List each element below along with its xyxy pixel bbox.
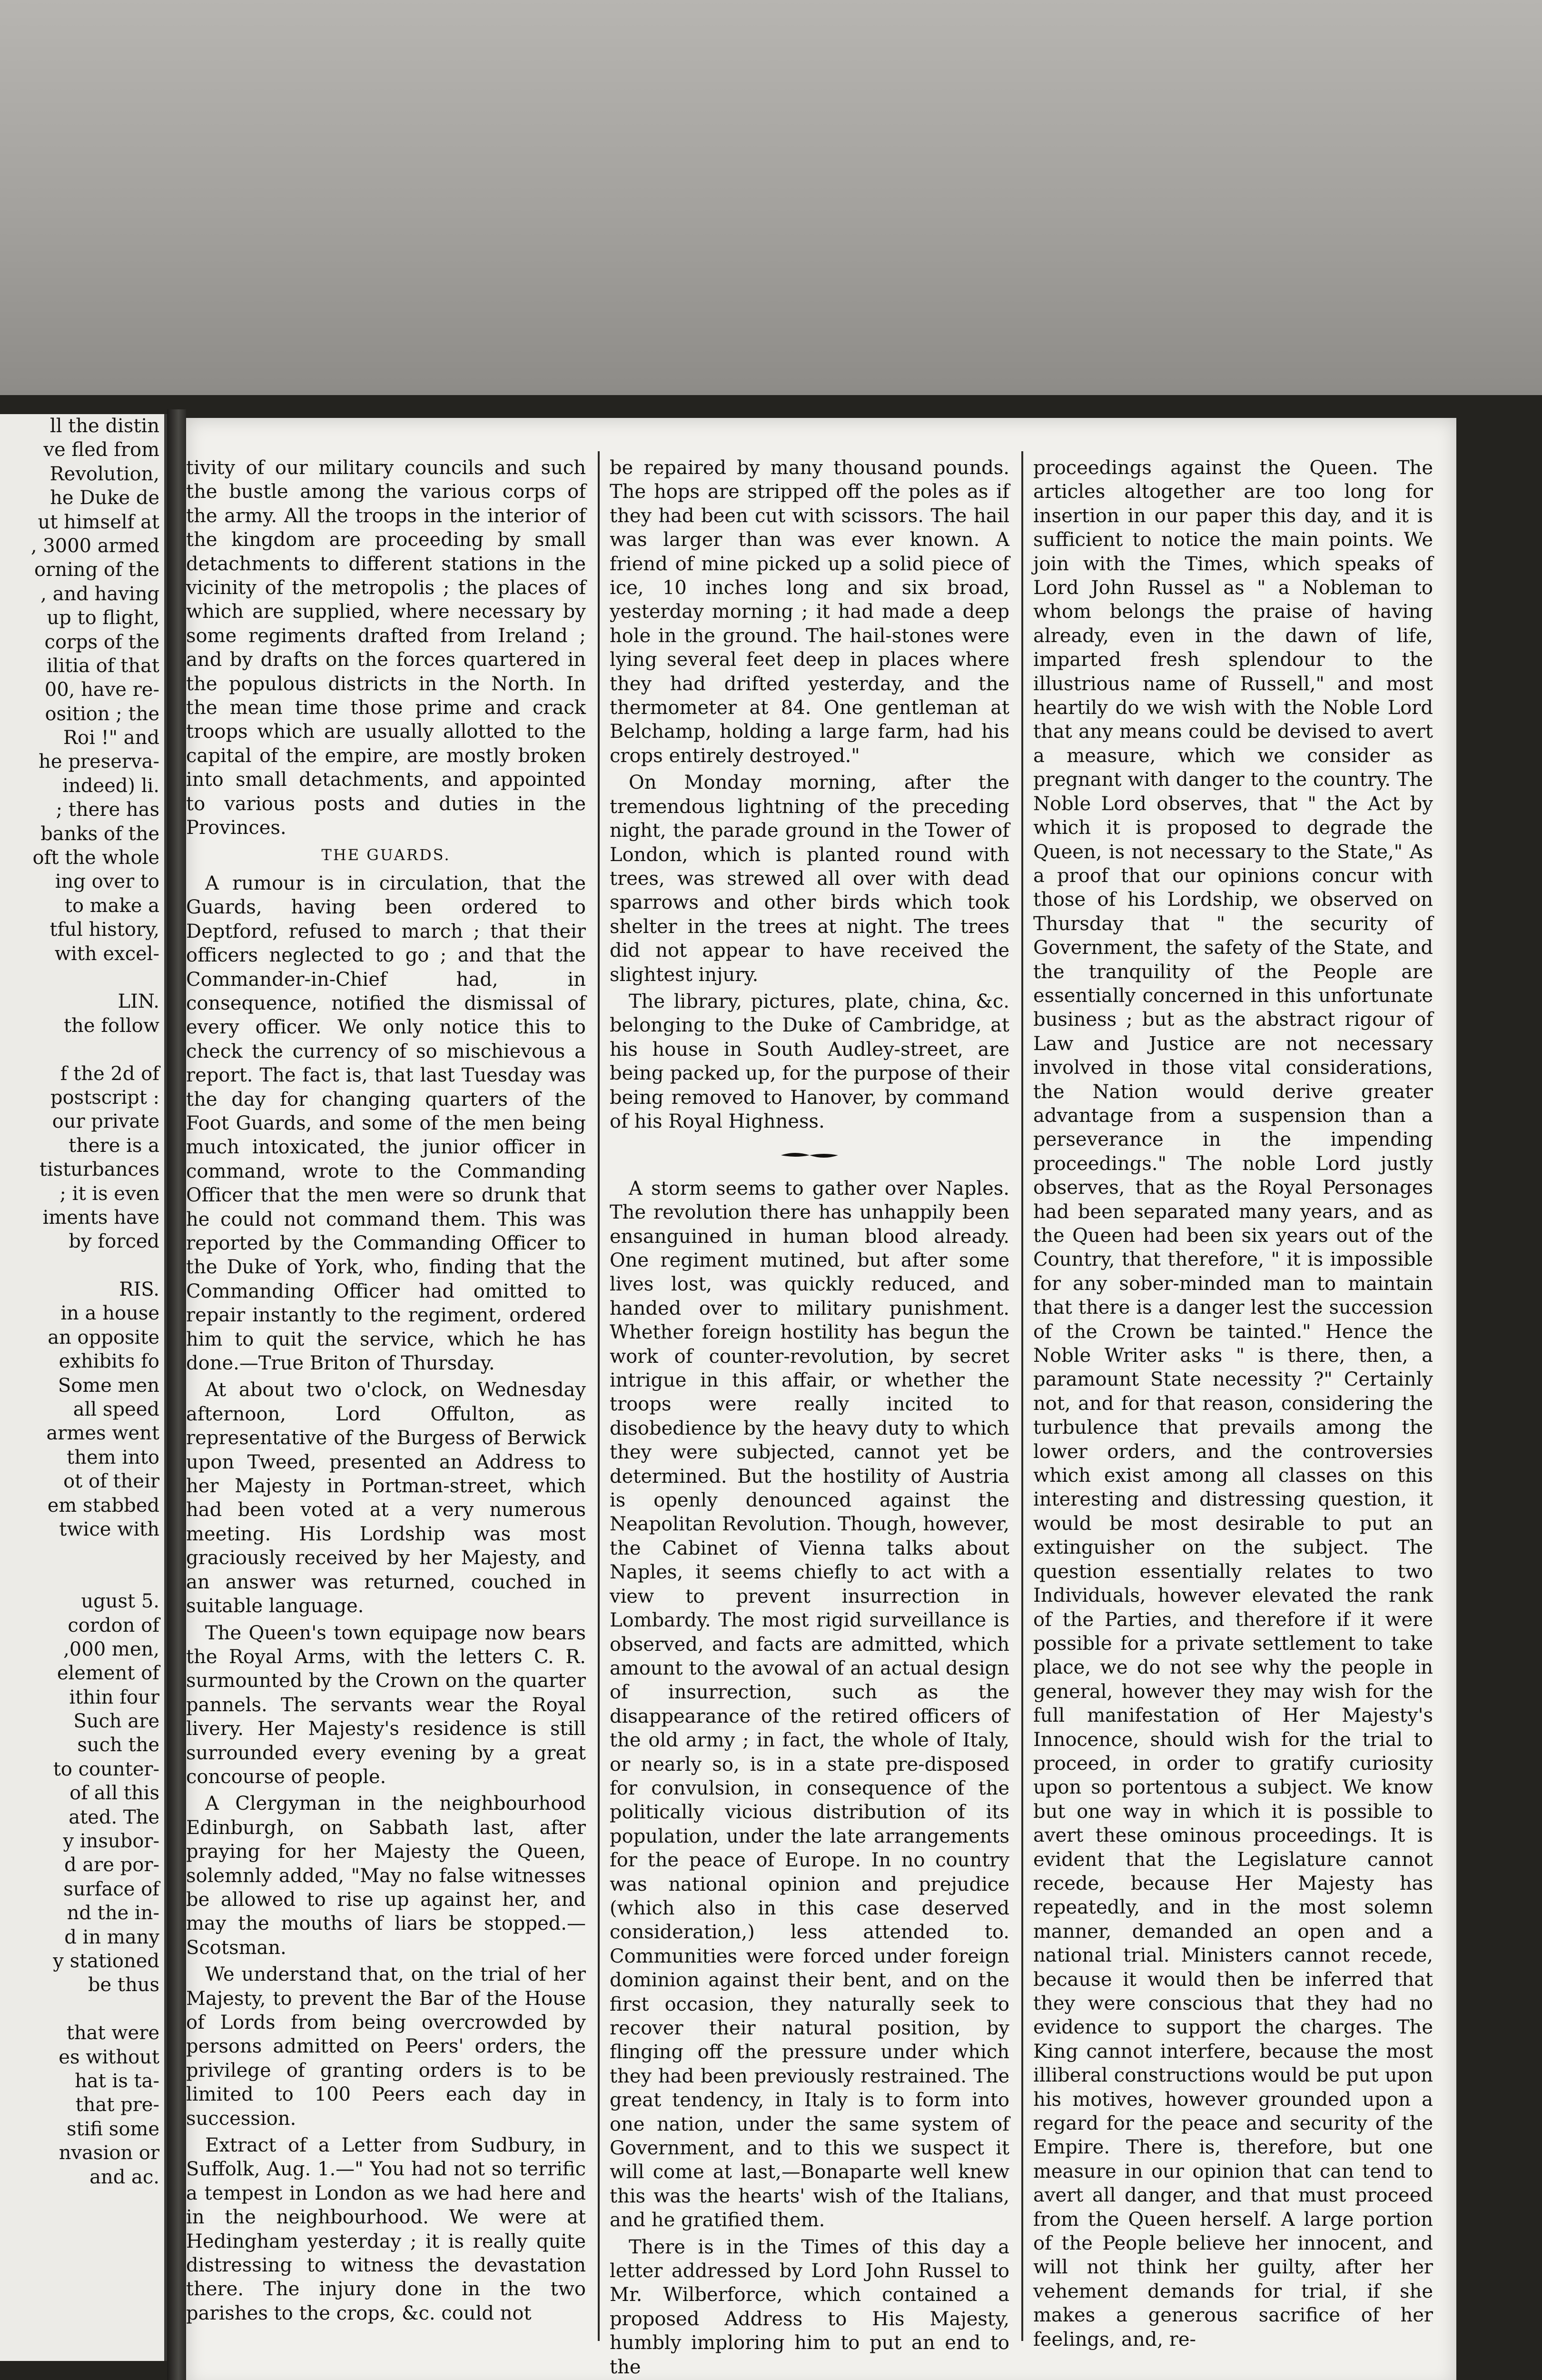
previous-page-fragment [0,414,167,2361]
previous-page-line: ut himself at [38,511,159,533]
previous-page-line: 00, have re- [44,679,159,701]
previous-page-line: them into [67,1446,159,1468]
column-2 [610,456,1009,2378]
column-1 [186,456,586,2350]
previous-page-line: cordon of [68,1614,159,1636]
previous-page-line: ll the distin [49,415,159,437]
previous-page-line: d are por- [64,1854,159,1876]
previous-page-line: tful history, [49,919,159,941]
col2-paragraph-1: be repaired by many thousand pounds. The hops are stripped off the poles as if they had been cut with scissors. The hail was larger than was ever known. A friend of mine picked up a solid piece of ice, 10 inches long and six broad, yesterday morning ; it had made a deep hole in the ground. The hail-stones were lying several feet deep in places where they had drifted yesterday, and the thermometer at 84. One gentleman at Belchamp, holding a large farm, had his crops entirely destroyed." [610,457,1009,767]
previous-page-line: stifi some [67,2118,159,2140]
previous-page-line: that pre- [75,2094,159,2116]
previous-page-line [0,1541,164,1565]
previous-page-line: , 3000 armed [30,535,159,557]
previous-page-line: there is a [69,1134,159,1157]
previous-page-line: Some men [58,1374,159,1397]
previous-page-line: armes went [46,1422,159,1445]
previous-page-line: LIN. [118,991,159,1013]
column-rule-1 [598,451,600,2341]
col1-paragraph-6: We understand that, on the trial of her Majesty, to prevent the Bar of the House of Lords from being overcrowded by persons admitted on Peers' orders, the privilege of granting orders is to be limited to 100 Peers each day in succession. [186,1964,586,2130]
previous-page-line [0,1997,164,2021]
col2-paragraph-5: There is in the Times of this day a letter addressed by Lord John Russel to Mr. Wilberforce, which contained a proposed Address to His Majesty, humbly imploring him to put an end to the [610,2236,1009,2378]
previous-page-line: ated. The [69,1806,159,1828]
previous-page-line: an opposite [48,1326,159,1349]
previous-page-line: ,000 men, [63,1638,159,1660]
previous-page-line: by forced [69,1230,159,1253]
previous-page-line [0,966,164,990]
previous-page-line: d in many [64,1926,159,1948]
previous-page-line: ugust 5. [81,1590,159,1613]
previous-page-line: our private [52,1111,159,1133]
previous-page-line: nvasion or [59,2142,159,2164]
previous-page-line: the follow [63,1014,159,1037]
col1-paragraph-4: The Queen's town equipage now bears the Royal Arms, with the letters C. R. surmounted by the Crown on the quarter pannels. The servants wear the Royal livery. Her Majesty's residence is still surrounded every evening by a great concourse of people. [186,1622,586,1788]
previous-page-line: to counter- [53,1758,159,1780]
previous-page-line: f the 2d of [60,1062,159,1085]
previous-page-line: es without [59,2046,159,2068]
previous-page-line: RIS. [119,1279,159,1301]
previous-page-line: he preserva- [39,751,159,773]
previous-page-line: ilitia of that [46,654,159,677]
previous-page-line: indeed) li. [62,774,159,797]
previous-page-line: of all this [69,1782,159,1805]
previous-page-line: iments have [42,1206,159,1229]
previous-page-line: ; there has [56,799,159,821]
previous-page-line: ve fled from [43,439,159,461]
previous-page-line: postscript : [50,1086,159,1109]
previous-page-line: exhibits fo [59,1350,159,1373]
previous-page-line: in a house [60,1302,159,1325]
divider-ornament-icon [781,1150,838,1161]
previous-page-line: Revolution, [49,463,159,485]
col1-paragraph-7: Extract of a Letter from Sudbury, in Suffolk, Aug. 1.—" You had not so terrific a tempest in London as we had here and in the neighbourhood. We were at Hedingham yesterday ; it is really quite distressing to witness the devastation there. The injury done in the two parishes to the crops, &c. could not [186,2134,586,2324]
previous-page-line: ing over to [55,871,159,893]
col1-paragraph-5: A Clergyman in the neighbourhood Edinburgh, on Sabbath last, after praying for her Majesty the Queen, solemnly added, "May no false witnesses be allowed to rise up against her, and may the mouths of liars be stopped.—Scotsman. [186,1793,586,1959]
previous-page-line: y stationed [53,1950,159,1972]
previous-page-line [0,1254,164,1278]
previous-page-line: tisturbances [39,1159,159,1181]
section-divider-ornament [610,1143,1009,1167]
col1-paragraph-2: A rumour is in circulation, that the Guards, having been ordered to Deptford, refused to march ; that their officers neglected to go ; and that the Commander-in-Chief had, in consequence, notified the dismissal of every officer. We only notice this to check the currency of so mischievous a report. The fact is, that last Tuesday was the day for changing quarters of the Foot Guards, and some of the men being much intoxicated, the junior officer in command, wrote to the Commanding Officer that the men were so drunk that he could not command them. This was reported by the Commanding Officer to the Duke of York, who, finding that the Commanding Officer had omitted to repair instantly to the regiment, ordered him to quit the service, which he has done.—True Briton of Thursday. [186,872,586,1375]
previous-page-line: osition ; the [45,703,159,725]
column-rule-2 [1021,451,1023,2341]
previous-page-line [0,1038,164,1061]
previous-page-line: y insubor- [63,1830,159,1853]
previous-page-line: ; it is even [59,1182,159,1205]
col2-paragraph-3: The library, pictures, plate, china, &c. belonging to the Duke of Cambridge, at his house in South Audley-street, are being packed up, for the purpose of their being removed to Hanover, by command of his Royal Highness. [610,990,1009,1132]
previous-page-line: that were [66,2022,159,2044]
previous-page-line: element of [57,1662,159,1685]
col3-paragraph-1: proceedings against the Queen. The articles altogether are too long for insertion in our paper this day, and it is sufficient to notice the main points. We join with the Times, which speaks of Lord John Russel as " a Nobleman to whom belongs the praise of having already, even in the dawn of life, imparted fresh splendour to the illustrious name of Russell," and most heartily do we wish with the Noble Lord that any means could be devised to avert a measure, which we consider as pregnant with danger to the country. The Noble Lord observes, that " the Act by which it is proposed to degrade the Queen, is not necessary to the State," As a proof that our opinions concur with those of his Lordship, we observed on Thursday that " the security of Government, the safety of the State, and the tranquility of the People are essentially concerned in this unfortunate business ; but as the abstract rigour of Law and Justice are not necessary involved in those vital considerations, the Nation would derive greater advantage from a suspension than a perseverance in the impending proceedings." The noble Lord justly observes, that as the Royal Personages had been separated many years, and as the Queen had been six years out of the Country, that therefore, " it is impossible for any sober-minded man to maintain that there is a danger lest the succession of the Crown be tainted." Hence the Noble Writer asks " is there, then, a paramount State necessity ?" Certainly not, and for that reason, considering the turbulence that prevails among the lower orders, and the controversies which exist among all classes on this interesting and distressing question, it would be most desirable to put an extinguisher on the subject. The question essentially relates to two Individuals, however elevated the rank of the Parties, and therefore if it were possible for a private settlement to take place, we do not see why the people in general, however they may wish for the full manifestation of Her Majesty's Innocence, should wish for the trial to proceed, in order to gratify curiosity upon so portentous a subject. We know but one way in which it is possible to avert these ominous proceedings. It is evident that the Legislature cannot recede, because Her Majesty has repeatedly, and in the most solemn manner, demanded an open and a national trial. Ministers cannot recede, because it would then be inferred that they were conscious that they had no evidence to support the charges. The King cannot interfere, because the most illiberal constructions would be put upon his motives, however grounded upon a regard for the peace and security of the Empire. There is, therefore, but one measure in our opinion that can tend to avert all danger, and that must proceed from the Queen herself. A large portion of the People believe her innocent, and will not think her guilty, after her vehement demands for trial, if she makes a generous sacrifice of her feelings, and, re- [1033,457,1433,2350]
previous-page-line: ithin four [69,1686,159,1708]
col2-paragraph-4: A storm seems to gather over Naples. The revolution there has unhappily been ensanguined in human blood already. One regiment mutined, but after some lives lost, was quickly reduced, and handed over to military punishment. Whether foreign hostility has begun the work of counter-revolution, by secret intrigue in this affair, or whether the troops were really incited to disobedience by the heavy duty to which they were subjected, cannot yet be determined. But the hostility of Austria is openly denounced against the Neapolitan Revolution. Though, however, the Cabinet of Vienna talks about Naples, it seems chiefly to act with a view to prevent insurrection in Lombardy. The most rigid surveillance is observed, and facts are admitted, which amount to the avowal of an actual design of insurrection, such as the disappearance of the retired officers of the old army ; in fact, the whole of Italy, or nearly so, is in a state pre-disposed for convulsion, in consequence of the politically vicious distribution of its population, under the late arrangements for the peace of Europe. In no country was national opinion and prejudice (which also in this case deserved consideration,) less attended to. Communities were forced under foreign dominion against their bent, and on the first occasion, they naturally seek to recover their natural position, by flinging off the pressure under which they had been previously restrained. The great tendency, in Italy is to form into one nation, under the same system of Government, and to this we suspect it will come at last,—Bonaparte well knew this was the hearts' wish of the Italians, and he gratified them. [610,1177,1009,2231]
book-gutter [167,409,186,2380]
previous-page-line: with excel- [54,942,159,965]
previous-page-line: nd the in- [67,1902,159,1924]
previous-page-line: and ac. [89,2166,159,2188]
previous-page-line: he Duke de [50,487,159,509]
column-3 [1033,456,1433,2350]
previous-page-line: , and having [40,583,159,605]
previous-page-line: ot of their [63,1470,159,1493]
previous-page-line: Roi !" and [63,727,159,749]
previous-page-line [0,1566,164,1589]
previous-page-line: up to flight, [47,607,159,629]
col1-paragraph-1: tivity of our military councils and such the bustle among the various corps of the army. All the troops in the interior of the kingdom are proceeding by small detachments to different stations in the vicinity of the metropolis ; the places of which are supplied, where necessary by some regiments drafted from Ireland ; and by drafts on the forces quartered in the populous districts in the North. In the mean time those prime and crack troops which are usually allotted to the capital of the empire, are mostly broken into small detachments, and appointed to various posts and duties in the Provinces. [186,457,586,839]
previous-page-line: surface of [63,1878,159,1900]
section-heading-guards: THE GUARDS. [321,845,451,864]
col2-paragraph-2: On Monday morning, after the tremendous lightning of the preceding night, the parade ground in the Tower of London, which is planted round with trees, was strewed all over with dead sparrows and other birds which took shelter in the trees at night. The trees did not appear to have received the slightest injury. [610,772,1009,986]
col1-paragraph-3: At about two o'clock, on Wednesday afternoon, Lord Offulton, as representative of the Burgess of Berwick upon Tweed, presented an Address to her Majesty in Portman-street, which had been voted at a very numerous meeting. His Lordship was most graciously received by her Majesty, and an answer was returned, couched in suitable language. [186,1379,586,1617]
previous-page-line: Such are [73,1710,159,1733]
previous-page-line: be thus [88,1974,159,1996]
previous-page-line: to make a [64,894,159,917]
previous-page-line: oft the whole [32,847,159,869]
previous-page-line: such the [77,1734,159,1756]
previous-page-line: all speed [73,1398,159,1421]
previous-page-line: hat is ta- [75,2070,159,2092]
scanner-background-top [0,0,1542,390]
previous-page-line: orning of the [34,559,159,581]
previous-page-line: corps of the [44,631,159,653]
previous-page-line: em stabbed [47,1494,159,1517]
previous-page-line: banks of the [40,823,159,845]
previous-page-line: twice with [59,1518,159,1540]
newspaper-page [186,418,1456,2380]
